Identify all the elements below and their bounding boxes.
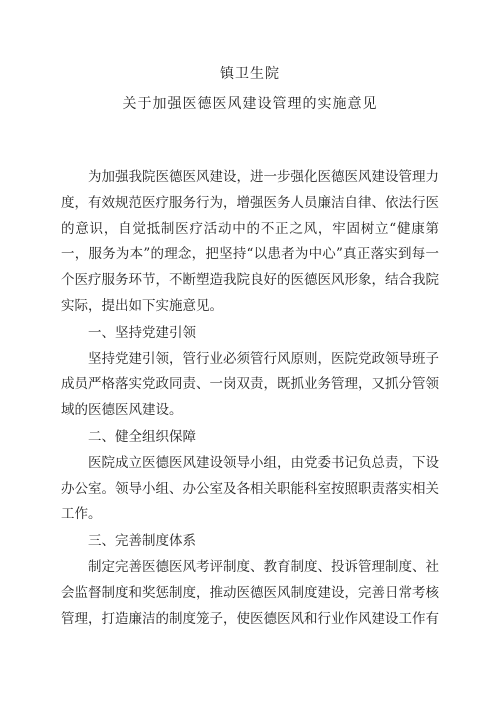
organization-name: 镇卫生院 — [220, 66, 280, 82]
section-heading-2: 二、健全组织保障 — [88, 428, 196, 445]
document-body — [61, 165, 439, 632]
document-title: 关于加强医德医风建设管理的实施意见 — [122, 96, 378, 112]
section-heading-1: 一、坚持党建引领 — [88, 324, 196, 341]
intro-paragraph: 为加强我院医德医风建设，进一步强化医德医风建设管理力度，有效规范医疗服务行为，增强医务人员廉洁自律、依法行医的意识，自觉抵制医疗活动中的不正之风，牢固树立“健康第一，服务为本”的理念，把坚持“以患者为中心”真正落实到每一个医疗服务环节，不断塑造我院良好的医德医风形象，结合我院实际，提出如下实施意见。 — [61, 169, 439, 314]
section-heading-3: 三、完善制度体系 — [88, 533, 196, 550]
section-text-2: 医院成立医德医风建设领导小组，由党委书记负总责，下设办公室。领导小组、办公室及各相关职能科室按照职责落实相关工作。 — [61, 454, 439, 523]
section-text-1: 坚持党建引领，管行业必须管行风原则，医院党政领导班子成员严格落实党政同责、一岗双责，既抓业务管理，又抓分管领域的医德医风建设。 — [61, 350, 439, 419]
section-text-3: 制定完善医德医风考评制度、教育制度、投诉管理制度、社会监督制度和奖惩制度，推动医德医风制度建设，完善日常考核管理，打造廉洁的制度笼子，使医德医风和行业作风建设工作有 — [61, 558, 439, 627]
